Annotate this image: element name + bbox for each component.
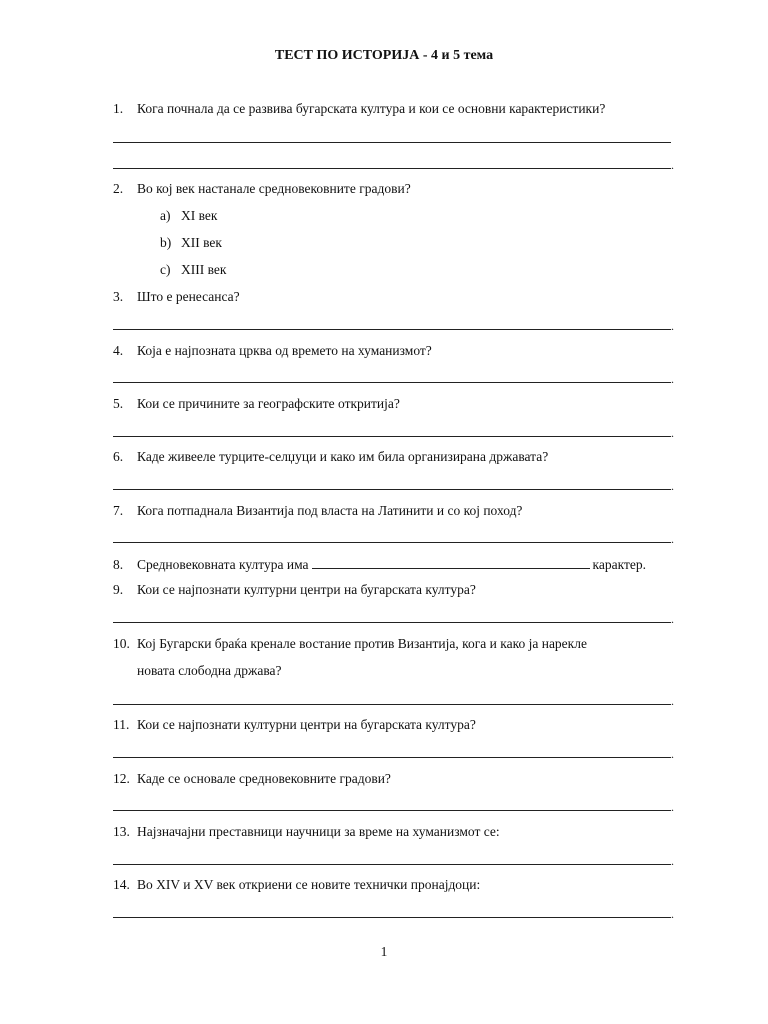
question-number: 8. <box>113 557 124 572</box>
line-end-dot: . <box>671 372 674 386</box>
answer-line <box>113 436 671 437</box>
question-number: 13. <box>113 824 130 839</box>
option-text: XI век <box>181 208 218 223</box>
answer-line <box>113 489 671 490</box>
question-number: 12. <box>113 771 130 786</box>
line-end-dot: . <box>671 532 674 546</box>
question-number: 14. <box>113 877 130 892</box>
option-label: c) <box>160 262 171 277</box>
question-text: Најзначајни преставници научници за време на хуманизмот се: <box>137 824 500 839</box>
question-text: Каде живееле турците-селџуци и како им била организирана државата? <box>137 449 549 464</box>
line-end-dot: . <box>671 319 674 333</box>
question-number: 9. <box>113 582 124 597</box>
option-text: XIII век <box>181 262 227 277</box>
question-text: Кои се причините за географските откритија? <box>137 396 400 411</box>
answer-line <box>113 757 671 758</box>
line-end-dot: . <box>671 426 674 440</box>
question-text: Каде се основале средновековните градови? <box>137 771 391 786</box>
answer-line <box>113 704 671 705</box>
option-label: b) <box>160 235 172 250</box>
question-number: 6. <box>113 449 124 464</box>
question-text: Кои се најпознати културни центри на бугарската култура? <box>137 717 476 732</box>
question-text-continued: новата слободна држава? <box>137 663 282 678</box>
line-end-dot: . <box>671 612 674 626</box>
fill-in-text-after: карактер. <box>592 557 647 572</box>
question-number: 2. <box>113 181 124 196</box>
answer-line <box>113 917 671 918</box>
answer-line <box>113 864 671 865</box>
question-number: 3. <box>113 289 124 304</box>
question-text: Кога почнала да се развива бугарската култура и кои се основни карактеристики? <box>137 101 606 116</box>
question-number: 10. <box>113 636 130 651</box>
page-title: ТЕСТ ПО ИСТОРИЈА - 4 и 5 тема <box>274 48 494 63</box>
line-end-dot: . <box>671 747 674 761</box>
line-end-dot: . <box>671 694 674 708</box>
line-end-dot: . <box>671 800 674 814</box>
line-end-dot: . <box>671 479 674 493</box>
question-number: 7. <box>113 503 124 518</box>
fill-in-sentence <box>137 557 646 573</box>
line-end-dot: . <box>671 158 674 172</box>
line-end-dot: . <box>671 854 674 868</box>
question-text: Која е најпозната црква од времето на хуманизмот? <box>137 343 432 358</box>
question-text: Во кој век настанале средновековните градови? <box>137 181 411 196</box>
question-number: 1. <box>113 101 124 116</box>
option-label: a) <box>160 208 171 223</box>
answer-line <box>113 382 671 383</box>
question-number: 11. <box>113 717 130 732</box>
answer-line <box>113 542 671 543</box>
answer-line <box>113 168 671 169</box>
line-end-dot: . <box>671 907 674 921</box>
answer-line <box>113 622 671 623</box>
option-text: XII век <box>181 235 222 250</box>
fill-in-text-before: Средновековната култура има <box>137 557 309 572</box>
answer-line <box>113 329 671 330</box>
fill-in-blank <box>312 557 590 569</box>
question-text: Кога потпаднала Византија под власта на Латинити и со кој поход? <box>137 503 523 518</box>
question-number: 4. <box>113 343 124 358</box>
question-text: Во XIV и XV век откриени се новите технички пронајдоци: <box>137 877 481 892</box>
answer-line <box>113 142 671 143</box>
question-text: Кој Бугарски браќа кренале востание против Византија, кога и како ја нарекле <box>137 636 587 651</box>
answer-line <box>113 810 671 811</box>
question-text: Кои се најпознати културни центри на бугарската култура? <box>137 582 476 597</box>
question-text: Што е ренесанса? <box>137 289 240 304</box>
page-number: 1 <box>380 944 388 959</box>
question-number: 5. <box>113 396 124 411</box>
